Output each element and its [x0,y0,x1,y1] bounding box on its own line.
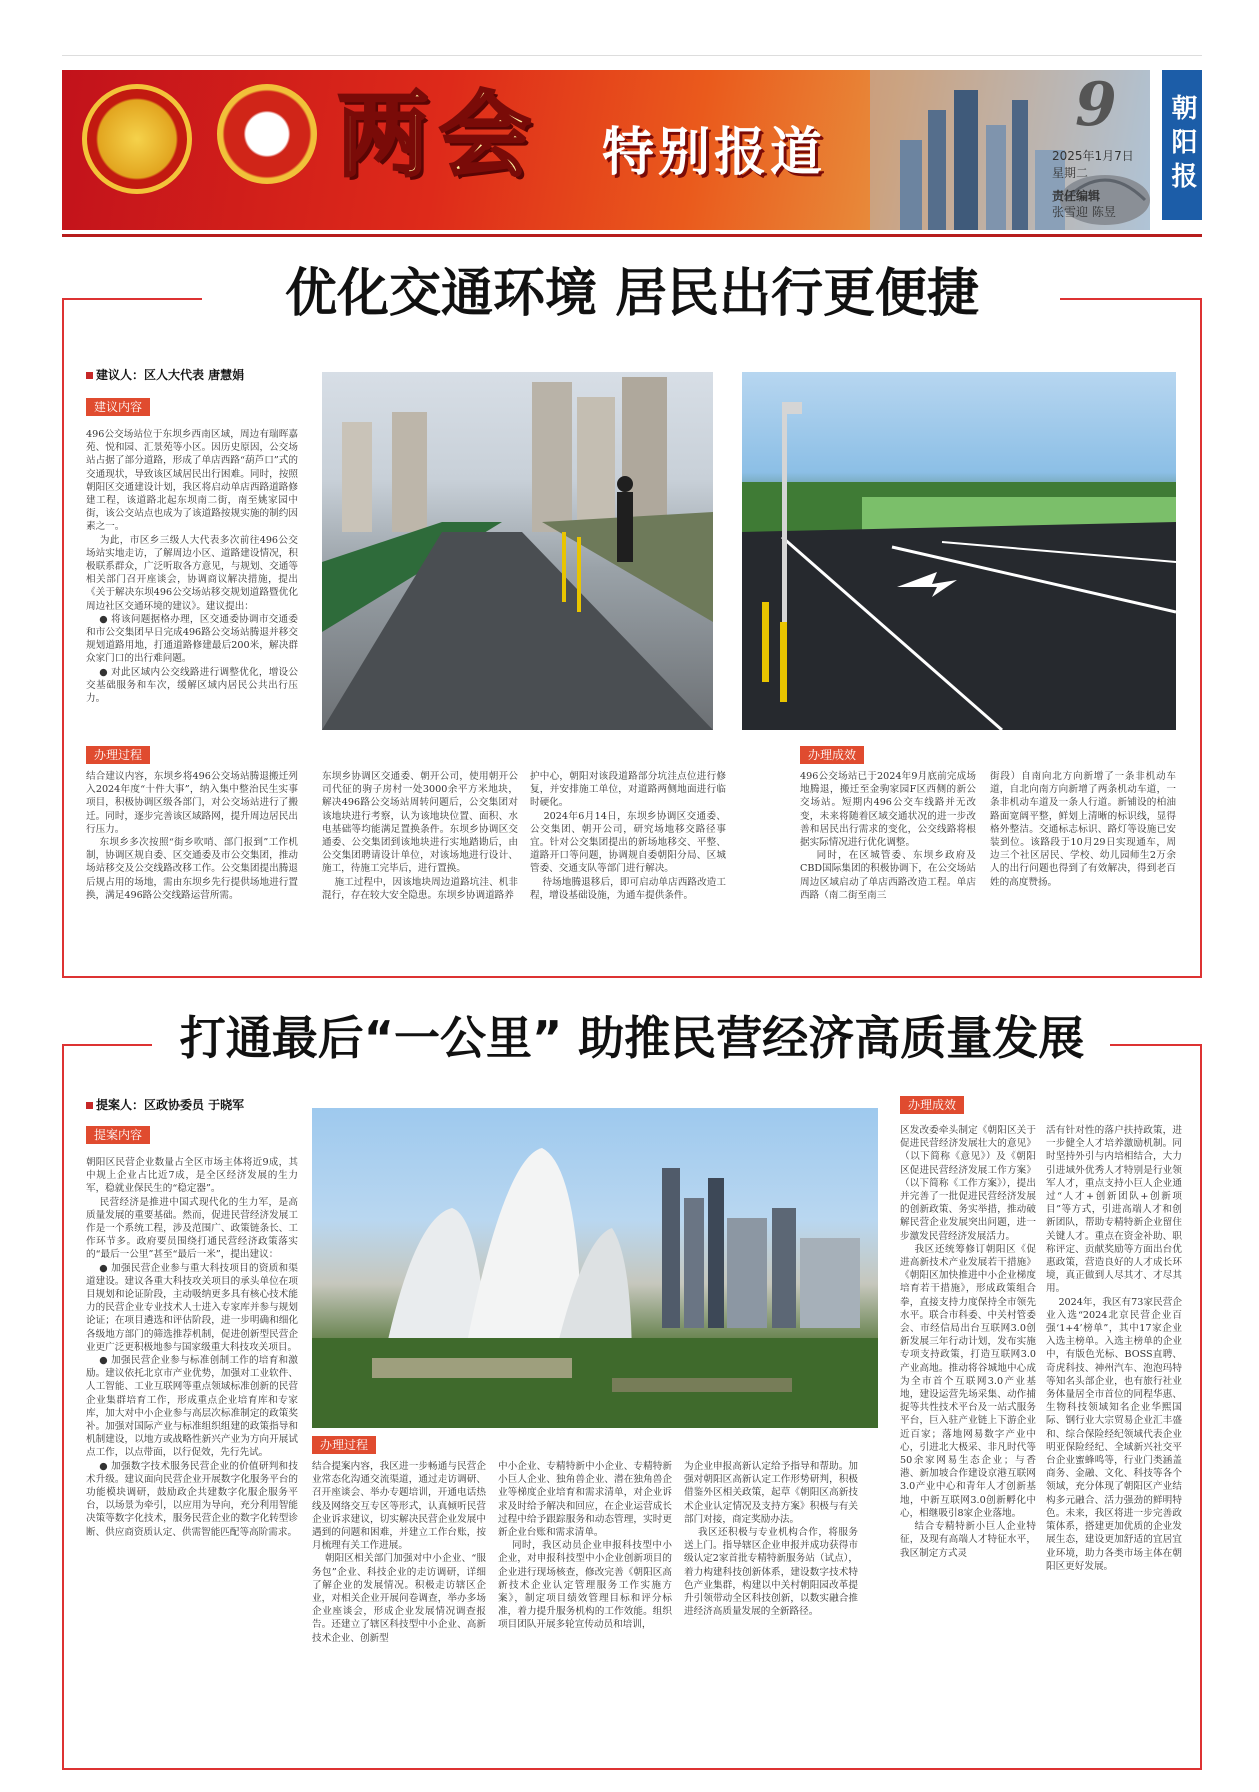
cppcc-emblem-icon [217,84,317,184]
article2-frame-top-right [1110,1044,1200,1046]
article2-tag-result: 办理成效 [900,1096,964,1114]
issue-date [1052,148,1134,182]
article2-headline: 打通最后“一公里” 助推民营经济高质量发展 [179,1011,1085,1065]
article2-content-text: 朝阳区民营企业数量占全区市场主体将近9成，其中规上企业占比近7成，是全区经济发展的生力军，稳就业保民生的“稳定器”。 民营经济是推进中国式现代化的生力军，是高质量发展的重要基础。然而，促进民营经济发展工作是一个系统工程，涉及范围广、政策链条长、工作环节多。政府要员围绕打通民营经济政策落实的“最后一公里”甚至“最后一米”，提出建议： ● 加强民营企业参与重大科技项目的资质和渠道建设。建议各重大科技攻关项目的承头单位在项目规划和论证阶段，主动吸纳更多具有核心技术能力的民营企业专业技术人士进入专家库并参与规划论证；在项目遴选和评估阶段，进一步明确和细化各级地方部门的筛选推荐机制，促进创新型民营企业更广泛更积极地参与国家级重大科技攻关项目。 ● 加强民营企业参与标准创制工作的培育和激励。建议依托北京市产业优势，加强对工业软件、人工智能、工业互联网等重点领域标准创新的民营企业集群培育工作，形成重点企业培育库和专家库，加大对中小企业参与高层次标准制定的政策奖补。加强对国际产业与标准组织组建的政策指导和机制建设，以地方或战略性新兴产业为方向开展试点工作，以点带面，以行促效，先行先试。 ● 加强数字技术服务民营企业的价值研判和技术升级。建议面向民营企业开展数字化服务平台的功能模块调研，鼓励政企共建数字化服企服务平台，以场景为牵引，以应用为导向，充分利用智能决策等数字化技术，服务民营企业的数字化转型诊断、供应商资质认定、供需智能匹配等高阶需求。 [86,1157,298,1538]
paper-name: 朝阳报 [1162,70,1202,220]
article1-process-col1: 结合建议内容，东坝乡将496公交场站腾退搬迁列入2024年度“十件大事”，纳入集中整治民生实事项目，积极协调区级各部门，对公交场站进行了搬迁。同时，逐步完善该区域路网，提升周边居民出行压力。 东坝乡多次按照“街乡吹哨、部门报到”工作机制，协调区规自委、区交通委及市公交集团，推动场站移交及公交线路改移工作。公交集团提出腾退后规占用的场地，需由东坝乡先行提供场地进行置换，满足496路公交线路运营所需。 [86,771,298,901]
article2-process-col1: 结合提案内容，我区进一步畅通与民营企业常态化沟通交流渠道，通过走访调研、召开座谈会、举办专题培训，开通电话热线及网络交互专区等形式，认真倾听民营企业诉求建议，切实解决民营企业发展中遇到的问题和困难，并建立工作台账，按月梳理有关工作进展。 朝阳区相关部门加强对中小企业、“服务包”企业、科技企业的走访调研，详细了解企业的发展情况。积极走访辖区企业，对相关企业开展问卷调查，举办多场企业座谈会，形成企业发展情况调查报告。还建立了辖区科技型中小企业、高新技术企业、创新型 [312,1461,486,1644]
article1-result-col2: 街段）自南向北方向新增了一条非机动车道，自北向南方向新增了两条机动车道，一条非机动车道及一条人行道。新铺设的柏油路面宽阔平整，鲜划上清晰的标识线，显得格外整洁。交通标志标识、路灯等设施已安装到位。该路段于10月29日实现通车，周边三个社区居民、学校、幼儿园师生2万余人的出行问题也得到了有效解决，得到老百姓的高度赞扬。 [990,771,1176,888]
article1-frame-top-left [62,298,202,300]
article1-process-col2: 东坝乡协调区交通委、朝开公司，使用朝开公司代征的驹子房村一处3000余平方米地块，解决496路公交场站周转问题后，公交集团对该地块进行考察，认为该地块位置、面积、水电基础等均能满足置换条件。东坝乡协调区交通委、公交集团到该地块进行实地踏勘后，由公交集团聘请设计单位，对该场地进行设计、施工，待施工完毕后，进行置换。 施工过程中，因该地块周边道路坑洼、机非混行，存在较大安全隐患。东坝乡协调道路养 [322,771,518,901]
article1-result-col1: 496公交场站已于2024年9月底前完成场地腾退，搬迁至金驹家园F区西侧的新公交场站。短期内496公交车线路并无改变，未来将随着区域交通状况的进一步改善和居民出行需求的变化，公交线路将根据实际情况进行优化调整。 同时，在区城管委、东坝乡政府及CBD国际集团的积极协调下，在公交场站周边区域启动了单店西路改造工程。单店西路（南二街至南三 [800,771,976,901]
editor-label: 责任编辑 [1052,189,1101,203]
article1-byline: 建议人：区人大代表 唐慧娟 [86,366,244,383]
top-rule [62,55,1202,56]
masthead-rule [62,234,1202,237]
article2-byline: 提案人：区政协委员 于晓军 [86,1096,244,1113]
weekday-text: 星期二 [1052,166,1089,180]
article2-process-col2: 中小企业、专精特新中小企业、专精特新小巨人企业、独角兽企业、潜在独角兽企业等梯度企业培育和需求清单，对企业诉求及时给予解决和回应，在企业运营成长过程中给予跟踪服务和动态管理，实时更新企业台账和需求清单。 同时，我区动员企业申报科技型中小企业，对申报科技型中小企业创新项目的企业进行现场核查，修改完善《朝阳区高新技术企业认定管理服务工作实施方案》，制定项目绩效管理目标和评分标准，着力提升服务机构的工作效能。组织项目团队开展多轮宣传动员和培训， [498,1461,672,1631]
article1-process-col3: 护中心，朝阳对该段道路部分坑洼点位进行修复，并安排施工单位，对道路两侧地面进行临时硬化。 2024年6月14日，东坝乡协调区交通委、公交集团、朝开公司，研究场地移交路径事宜。针对公交集团提出的新场地移交、平整、道路开口等问题，协调规自委朝阳分局、区城管委、交通支队等部门进行解决。 待场地腾退移后，即可启动单店西路改造工程，增设基础设施，为通车提供条件。 [530,771,726,901]
road-photo-2-graphic [742,372,1176,730]
editor-names: 张雪迎 陈昱 [1052,205,1116,219]
date-text: 2025年1月7日 [1052,149,1134,163]
article2-tag-content: 提案内容 [86,1126,150,1144]
masthead-subtitle: 特别报道 [602,123,827,183]
article1-headline: 优化交通环境 居民出行更便捷 [284,264,980,324]
article1-tag-result: 办理成效 [800,746,864,764]
article1-frame-top-right [1060,298,1200,300]
skyline-photo-graphic [312,1108,878,1428]
road-photo-1-graphic [322,372,713,730]
road-photo-2 [742,372,1176,730]
article2-tag-process: 办理过程 [312,1436,376,1454]
article2-process-col3: 为企业申报高新认定给予指导和帮助。加强对朝阳区高新认定工作形势研判，积极借鉴外区相关政策，起草《朝阳区高新技术企业认定情况及支持方案》积极与有关部门对接，商定奖励办法。 我区还积极与专业机构合作，将服务送上门。指导辖区企业申报并成功获得市级认定2家首批专精特新服务站（试点），着力构建科技创新体系，建设数字技术特色产业集群，构建以中关村朝阳园改革提升引领带动全区科技创新，以数实融合推进经济高质量发展的全新路径。 [684,1461,858,1618]
masthead-banner [62,70,1150,230]
page-number: 9 [1075,70,1117,140]
article1-tag-content: 建议内容 [86,398,150,416]
article2-result-col2: 活有针对性的落户扶持政策，进一步健全人才培养激励机制。同时坚持外引与内培相结合，大力引进域外优秀人才特别是行业领军人才，重点支持小巨人企业通过“人才+创新团队+创新项目”等方式，引进高端人才和创新团队，帮助专精特新企业留住关键人才。重点在资金补助、职称评定、贡献奖励等方面出台优惠政策，营造良好的人才成长环境，真正做到人尽其才、才尽其用。 2024年，我区有73家民营企业入选“2024北京民营企业百强‘1+4’榜单”，其中17家企业入选主榜单。入选主榜单的企业中，有版色光标、BOSS直聘、奇虎科技、神州汽车、泡泡玛特等知名头部企业，也有旅行社业务体量居全市首位的同程华惠、生物科技领域知名企业华熙国际、钢行业大宗贸易企业汇丰盛和、综合保险经纪领域代表企业明亚保险经纪、全域新兴社交平台企业蜜蜂鸣等，行业门类涵盖商务、金融、文化、科技等各个领域，充分体现了朝阳区产业结构多元融合、活力强劲的鲜明特色。未来，我区将进一步完善政策体系，搭建更加优质的企业发展生态，建设更加舒适的宜居宜业环境，助力各类市场主体在朝阳区更好发展。 [1046,1125,1182,1572]
national-emblem-icon [82,84,192,194]
skyline-photo [312,1108,878,1428]
article1-content-text: 496公交场站位于东坝乡西南区域，周边有瑞晖嘉苑、悦和园、汇景苑等小区。因历史原因，公交场站占据了部分道路，形成了单店西路“葫芦口”式的交通现状，导致该区域居民出行困难。同时，按照朝阳区交通建设计划，我区将启动单店西路道路修建工程，该道路北起东坝南二街，南至姚家园中街，该公交站点也成为了该道路按规实施的制约因素之一。 为此，市区乡三级人大代表多次前往496公交场站实地走访，了解周边小区、道路建设情况，积极联系群众，广泛听取各方意见，与规划、交通等相关部门召开座谈会，协调商议解决措施，提出《关于解决东坝496公交场站移交规划道路暨优化周边社区交通环境的建议》。建议提出： ● 将该问题据格办理，区交通委协调市交通委和市公交集团早日完成496路公交场站腾退并移交规划道路用地，打通道路修建最后200米，解决群众家门口的出行难问题。 ● 对此区域内公交线路进行调整优化，增设公交基础服务和车次，缓解区域内居民公共出行压力。 [86,429,298,705]
road-photo-1 [322,372,713,730]
article2-frame-top-left [62,1044,152,1046]
article2-result-col1: 区发改委牵头制定《朝阳区关于促进民营经济发展壮大的意见》（以下简称《意见》）及《朝阳区促进民营经济发展工作方案》（以下简称《工作方案》），提出并完善了一批促进民营经济发展的创新政策、务实举措，推动破解民营企业发展突出问题，进一步激发民营经济发展活力。 我区还统筹修订朝阳区《促进高新技术产业发展若干措施》《朝阳区加快推进中小企业梯度培育若干措施》，形成政策组合拳，直接支持力度保持全市领先水平。联合市科委、中关村管委会、市经信局出台互联网3.0创新发展三年行动计划，发布实施专项支持政策，打造互联网3.0产业高地。推动将谷城地中心成为全市首个互联网3.0产业基地，建设运营先场采集、动作捕捉等共性技术平台及一站式服务平台，巨入驻产业链上下游企业近百家；落地网易数字产业中心，引进北大极采、非凡时代等50余家网易生态企业；与香港、新加坡合作建设京港互联网3.0产业中心和青年人才创新基地，中新互联网3.0创新孵化中心，相继吸引8家企业落地。 结合专精特新小巨人企业特征，及现有高端人才特征水平，我区制定方式灵 [900,1125,1036,1559]
masthead-title: 两会 [337,82,542,189]
article1-tag-process: 办理过程 [86,746,150,764]
